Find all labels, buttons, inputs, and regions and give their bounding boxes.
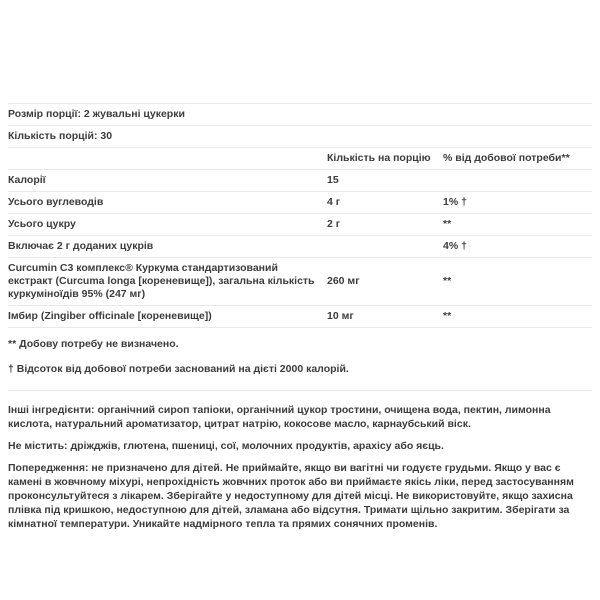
nutrient-amount: 260 мг	[327, 275, 360, 287]
nutrient-dv: 4% †	[443, 240, 467, 252]
servings-per-container-text: Кількість порцій: 30	[8, 130, 113, 142]
table-row-total-carbs	[8, 192, 592, 214]
nutrient-dv: **	[443, 310, 452, 322]
footnotes-section	[8, 328, 592, 390]
nutrient-name: Імбир (Zingiber officinale [кореневище])	[8, 310, 212, 322]
nutrient-amount: 10 мг	[327, 310, 354, 322]
header-amount-per-serving: Кількість на порцію	[327, 152, 431, 164]
nutrient-dv: 1% †	[443, 196, 467, 208]
table-row-total-sugars	[8, 214, 592, 236]
warnings-paragraph: Попередження: не призначено для дітей. Не приймайте, якщо ви вагітні чи годуєте грудьми. Якщо у вас є камені в жовчному міхурі, непрохідність жовчних проток або ви приймаєте якісь ліки, перед застосуванням проконсультуйтеся з лікарем. Зберігайте у недоступному для дітей місці. Не використовуйте, якщо захисна плівка під кришкою, недоступною для дітей, зламана або відсутня. Тримати щільно закритим. Зберігати за кімнатної температури. Уникайте надмірного тепла та прямих сонячних променів.	[8, 462, 574, 530]
nutrient-dv: **	[443, 218, 452, 230]
does-not-contain-paragraph: Не містить: дріжджів, глютена, пшениці, сої, молочних продуктів, арахісу або яєць.	[8, 440, 444, 452]
servings-per-container-row	[8, 126, 592, 148]
other-ingredients-paragraph: Інші інгредієнти: органічний сироп тапіоки, органічний цукор тростини, очищена вода, пектин, лимонна кислота, натуральний ароматизатор, цитрат натрію, кокосове масло, карнаубський віск.	[8, 404, 551, 430]
table-row-curcumin-complex	[8, 258, 592, 306]
table-row-calories	[8, 170, 592, 192]
additional-info-section	[8, 391, 592, 531]
supplement-facts-table	[8, 103, 592, 328]
table-header-row	[8, 148, 592, 170]
nutrient-name: Включає 2 г доданих цукрів	[8, 240, 154, 252]
table-row-added-sugars	[8, 236, 592, 258]
table-row-ginger	[8, 306, 592, 328]
header-percent-daily-value: % від добової потреби**	[443, 152, 570, 164]
serving-size-row	[8, 104, 592, 126]
serving-size-text: Розмір порції: 2 жувальні цукерки	[8, 108, 185, 120]
nutrient-name: Усього вуглеводів	[8, 196, 104, 208]
nutrient-amount: 15	[327, 174, 339, 186]
nutrient-amount: 2 г	[327, 218, 341, 230]
nutrient-dv: **	[443, 275, 452, 287]
footnote-percent-dv-2000-calories: † Відсоток від добової потреби заснований на дієті 2000 калорій.	[8, 363, 349, 375]
footnote-daily-value-not-established: ** Добову потребу не визначено.	[8, 338, 179, 350]
nutrient-name: Калорії	[8, 174, 46, 186]
supplement-facts-panel	[8, 103, 592, 539]
nutrient-name: Curcumin C3 комплекс® Куркума стандартизований екстракт (Curcuma longa [кореневище]), загальна кількість куркуміноїдів 95% (247 мг)	[8, 262, 315, 300]
nutrient-name: Усього цукру	[8, 218, 76, 230]
nutrient-amount: 4 г	[327, 196, 341, 208]
